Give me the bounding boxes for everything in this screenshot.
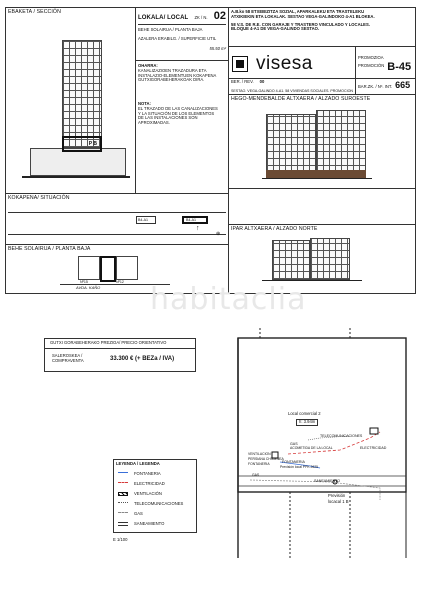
saneamiento-label: SANEAMIENTO — [314, 479, 341, 483]
elevation-n-title: IPAR ALTXAERA / ALZADO NORTE — [231, 226, 318, 232]
legend-item — [118, 522, 164, 527]
brand-logo — [232, 52, 352, 76]
promo-label-eu: PROMOZIOA — [358, 55, 384, 60]
plan-unit-b — [100, 256, 116, 282]
section-ground-line — [22, 176, 130, 178]
electricidad-symbol-icon — [118, 482, 128, 486]
telecom-label: TELECOMUNICACIONES — [320, 434, 363, 438]
elevation-sw-drawing — [262, 108, 372, 184]
price-label-eu: SALEROSKEA / — [52, 353, 83, 358]
note-eu-line: GUTXIGORABEHERAKOAK DIRA. — [138, 77, 205, 83]
gas-acometida-label: ACOMETIDA DE LA LOCAL — [290, 446, 333, 450]
note-es-line: Y LA SITUACIÓN DE LOS ELEMENTOS — [138, 110, 215, 116]
legend-label: SANEAMIENTO — [134, 521, 165, 526]
legend-item — [118, 502, 183, 507]
brand-square-icon — [232, 56, 248, 72]
note-eu-line: KANALIZAZIOEN TRAZADURA ETA — [138, 67, 207, 73]
ventilacion-symbol-icon — [118, 492, 128, 496]
legend-label: VENTILACIÓN — [134, 491, 162, 496]
note-es — [138, 102, 218, 126]
legend-item — [118, 492, 162, 497]
project-description — [231, 10, 414, 32]
road-line — [8, 234, 226, 235]
street-name: AVDA. KAÑO — [76, 285, 101, 290]
promotion-block — [358, 56, 414, 73]
legend-item — [118, 482, 165, 487]
ventilacion-label: PERSIANA CHIMENEA — [248, 457, 284, 461]
barzk-row — [358, 80, 410, 90]
block-b-label: B4-A1 — [186, 218, 196, 222]
elev-sw-ground — [262, 178, 372, 179]
north-arrow-icon: ↑ — [196, 225, 200, 232]
project-desc-line: ATXIKIEKIN ETA LOKALAK. SESTAO VEGA-GALINDOKO 4-A1 BLOKEA. — [231, 13, 375, 19]
fontaneria-pos-label: Previsión local PPK 2625 — [280, 465, 319, 469]
legend-scale: E 1/100 — [113, 537, 128, 542]
fontaneria-symbol-icon — [118, 472, 128, 476]
title-rule-3 — [228, 94, 416, 95]
note-es-line: DE LAS INSTALACIONES SON — [138, 115, 198, 121]
divider-h1 — [5, 193, 228, 194]
price-value: 33.300 € (+ BEZa / IVA) — [110, 356, 175, 362]
area-label: AZALERA ERABILG. / SUPERFICIE UTIL — [138, 35, 217, 41]
legend-label: GAS — [134, 511, 143, 516]
local-info — [138, 10, 226, 51]
revision-row — [231, 80, 264, 85]
divider-v2 — [228, 7, 229, 294]
title-rule-1 — [228, 46, 416, 47]
elevation-sw-title: HEGO-MENDEBALDE ALTXAERA / ALZADO SUROESTE — [231, 96, 371, 102]
compass-icon: ⊕ — [216, 231, 221, 237]
gas-label: GAS — [290, 442, 298, 446]
title-rule-2 — [228, 78, 416, 79]
unit-no-b: Nº12 — [116, 280, 124, 284]
note-es-line: EL TRAZADO DE LAS CANALIZACIONES — [138, 105, 218, 111]
section-highlight — [62, 136, 102, 152]
elev-sw-ground-floor — [266, 170, 366, 178]
plan-unit-a — [78, 256, 100, 280]
divider-v1 — [135, 7, 136, 193]
legend-list — [118, 472, 194, 532]
rev-label: BER. / REV. — [231, 79, 254, 84]
local-no-label: ZK / N. — [194, 15, 208, 20]
legend-label: TELECOMUNICACIONES — [134, 501, 184, 506]
barzk-label: BAR.ZK. / Nº. INT. — [358, 84, 393, 89]
legend-label: FONTANERIA — [134, 471, 161, 476]
section-marker: P B — [88, 141, 97, 147]
electricidad-label: ELECTRICIDAD — [360, 446, 387, 450]
price-label — [52, 354, 84, 364]
note-eu — [138, 64, 216, 83]
location-map — [8, 204, 226, 242]
elevation-n-drawing — [262, 236, 362, 288]
local-rule-2 — [135, 60, 228, 61]
location-title: KOKAPENA/ SITUACIÓN — [8, 195, 70, 201]
ventilacion-label: FONTANERIA — [248, 462, 270, 466]
area-value: 55.50 m² — [209, 45, 226, 51]
price-label-es: COMPRAVENTA — [52, 357, 84, 363]
section-podium — [30, 148, 126, 176]
elev-n-block-a — [272, 240, 310, 280]
note-es-line: APROXIMADAS. — [138, 120, 170, 126]
block-a-label: B4-A1 — [138, 218, 148, 222]
elev-sw-block-a — [266, 114, 316, 174]
rev-value: 00 — [259, 79, 265, 84]
divider-h3 — [228, 224, 416, 225]
title-divider-v — [355, 46, 356, 94]
brand-name: visesa — [256, 53, 313, 74]
fontaneria-label: FONTANERIA — [282, 460, 305, 464]
legend-item — [118, 512, 143, 517]
prevision-label: Previsión — [328, 493, 346, 498]
local-number: 02 — [213, 10, 226, 22]
legend-item — [118, 472, 161, 477]
location-block-a — [136, 216, 156, 224]
elev-n-ground — [262, 280, 362, 281]
section-drawing — [22, 22, 130, 188]
saneamiento-symbol-icon — [118, 522, 128, 526]
section-tower — [62, 40, 102, 148]
legend-title: LEYENDA / LEGENDA — [116, 461, 160, 466]
floor-label: BEHE SOLAIRUA / PLANTA BAJA — [138, 27, 203, 32]
address-line: SESTAO. VEGA-GALINDO 4-A1. 58 VIVIENDAS SOCIALES. PROMOCION — [231, 89, 353, 93]
unit-no-a: Nº15 — [80, 280, 88, 284]
project-desc-line: A.B.ko 58 ETXEBIZITZA SOZIAL, APARKALEKU ETA TRASTELEKU — [231, 9, 365, 14]
legend-label: ELECTRICIDAD — [134, 481, 165, 486]
price-heading: GUTXI GORABEHERAKO PREZIOA/ PRECIO ORIENTATIVO — [50, 340, 167, 345]
local-rule-1 — [138, 24, 226, 25]
barzk-value: 665 — [395, 80, 411, 90]
note-es-title: NOTA: — [138, 101, 151, 106]
divider-h2 — [5, 244, 228, 245]
note-eu-line: INSTALAZIO-ELEMENTUEN KOKAPENA — [138, 72, 217, 78]
section-title: EBAKETA / SECCIÓN — [8, 9, 61, 15]
room-label: Local comercial 2 — [288, 411, 321, 416]
prevision-b-label: locacal 1 B — [328, 499, 349, 504]
project-desc-line: BLOQUE 4-A1 DE VEGA-GALINDO SESTAO. — [231, 26, 320, 32]
promo-label-es: PROMOCIÓN — [358, 63, 385, 69]
room-height: h: 3.94m — [296, 419, 318, 426]
plan-unit-c — [116, 256, 138, 280]
watermark: habitaclia — [150, 282, 307, 317]
local-label: LOKALA/ LOCAL — [138, 15, 189, 21]
gas-symbol-icon — [118, 512, 128, 516]
promo-code: B-45 — [387, 60, 412, 73]
ventilacion-label: VENTILACION — [248, 452, 271, 456]
elevation-sw-rule — [228, 188, 416, 189]
elev-sw-block-b — [316, 110, 366, 174]
groundfloor-title: BEHE SOLAIRUA / PLANTA BAJA — [8, 246, 91, 252]
road-line — [8, 212, 226, 213]
price-rule — [44, 348, 196, 349]
gas2-label: GAS — [252, 473, 260, 477]
location-block-b — [182, 216, 208, 224]
elev-n-block-b — [310, 238, 350, 280]
project-desc-line: 58 V.S. DE R.E. CON GARAJE Y TRASTERO VINCULADO Y LOCALES. — [231, 21, 370, 27]
note-eu-title: OHARRA: — [138, 63, 158, 68]
floor-plan — [230, 328, 410, 568]
telecom-symbol-icon — [118, 502, 128, 506]
